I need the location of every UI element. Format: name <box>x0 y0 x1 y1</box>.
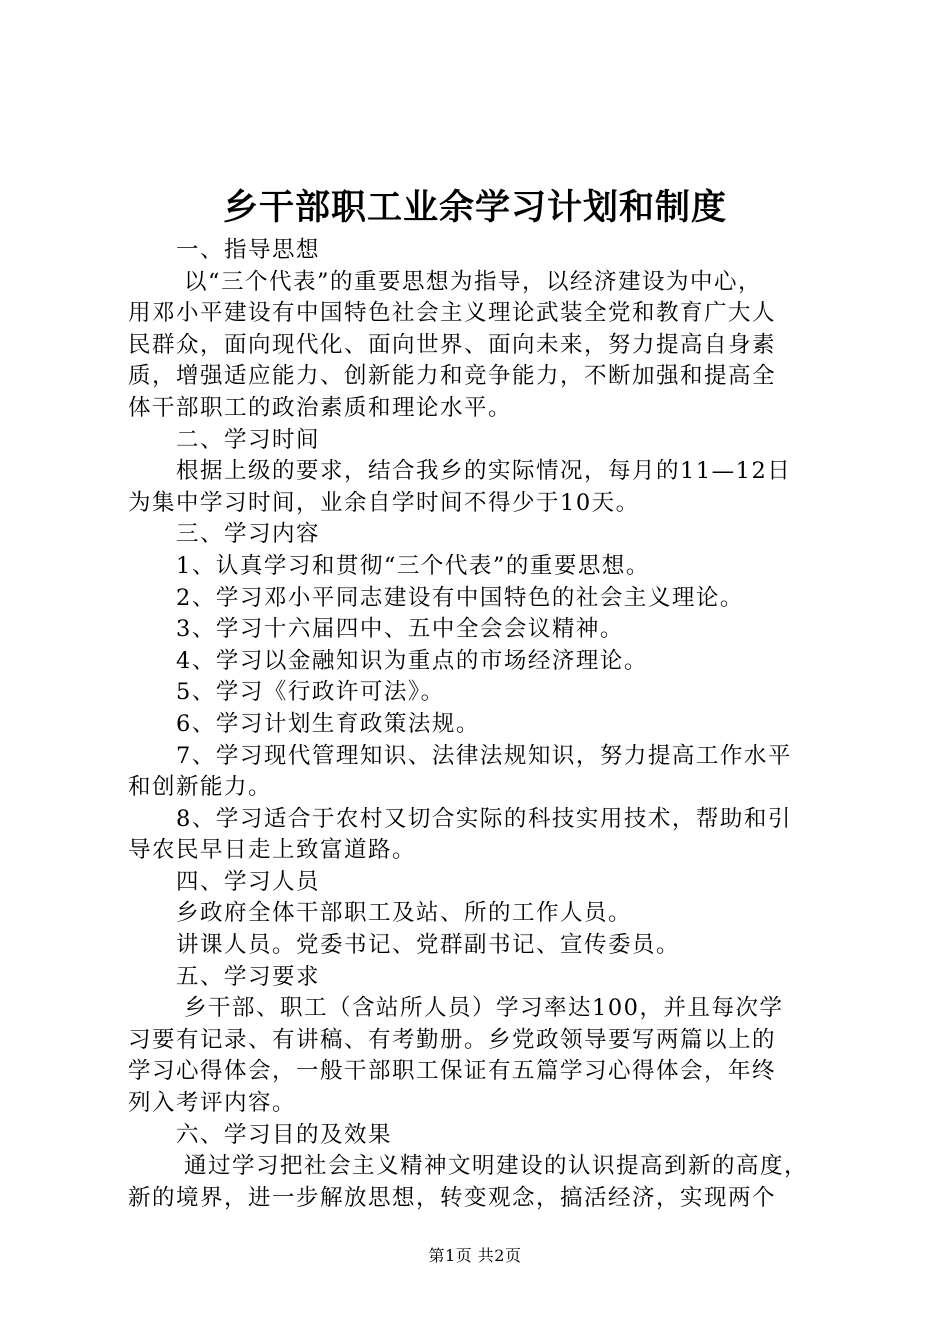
paragraph-line: 习要有记录、有讲稿、有考勤册。乡党政领导要写两篇以上的 <box>128 1026 777 1053</box>
list-item: 5、学习《行政许可法》。 <box>176 679 445 706</box>
heading-study-requirements: 五、学习要求 <box>176 963 321 990</box>
paragraph-line: 质，增强适应能力、创新能力和竞争能力，不断加强和提高全 <box>128 363 777 390</box>
heading-study-personnel: 四、学习人员 <box>176 868 321 895</box>
page-number-footer: 第1页 共2页 <box>428 1246 522 1265</box>
paragraph-line: 以“三个代表”的重要思想为指导，以经济建设为中心， <box>184 268 763 295</box>
list-item: 3、学习十六届四中、五中全会会议精神。 <box>176 616 624 643</box>
heading-guiding-ideology: 一、指导思想 <box>176 237 321 263</box>
paragraph-line: 体干部职工的政治素质和理论水平。 <box>128 394 513 421</box>
heading-study-purpose: 六、学习目的及效果 <box>176 1121 393 1148</box>
paragraph-line: 学习心得体会，一般干部职工保证有五篇学习心得体会，年终 <box>128 1058 777 1085</box>
list-item: 1、认真学习和贯彻“三个代表”的重要思想。 <box>176 552 650 579</box>
paragraph-line: 为集中学习时间，业余自学时间不得少于10天。 <box>128 489 640 516</box>
paragraph-line: 通过学习把社会主义精神文明建设的认识提高到新的高度， <box>184 1153 809 1180</box>
paragraph-line: 列入考评内容。 <box>128 1090 297 1117</box>
list-item-continuation: 导农民早日走上致富道路。 <box>128 837 417 864</box>
paragraph-line: 民群众，面向现代化、面向世界、面向未来，努力提高自身素 <box>128 331 777 358</box>
heading-study-time: 二、学习时间 <box>176 426 321 453</box>
list-item: 2、学习邓小平同志建设有中国特色的社会主义理论。 <box>176 584 744 611</box>
heading-study-content: 三、学习内容 <box>176 521 321 548</box>
paragraph-line: 新的境界，进一步解放思想，转变观念，搞活经济，实现两个 <box>128 1184 777 1211</box>
document-body <box>128 235 832 1214</box>
paragraph-line: 乡干部、职工（含站所人员）学习率达100，并且每次学 <box>184 995 784 1022</box>
paragraph-line: 乡政府全体干部职工及站、所的工作人员。 <box>176 900 633 927</box>
list-item: 7、学习现代管理知识、法律法规知识，努力提高工作水平 <box>176 742 792 769</box>
list-item: 8、学习适合于农村又切合实际的科技实用技术，帮助和引 <box>176 805 792 832</box>
list-item-continuation: 和创新能力。 <box>128 774 273 801</box>
paragraph-line: 讲课人员。党委书记、党群副书记、宣传委员。 <box>176 932 681 959</box>
list-item: 6、学习计划生育政策法规。 <box>176 710 480 737</box>
paragraph-line: 根据上级的要求，结合我乡的实际情况，每月的11—12日 <box>176 458 792 485</box>
document-title: 乡干部职工业余学习计划和制度 <box>222 187 727 228</box>
list-item: 4、学习以金融知识为重点的市场经济理论。 <box>176 647 648 674</box>
paragraph-line: 用邓小平建设有中国特色社会主义理论武装全党和教育广大人 <box>128 300 777 327</box>
